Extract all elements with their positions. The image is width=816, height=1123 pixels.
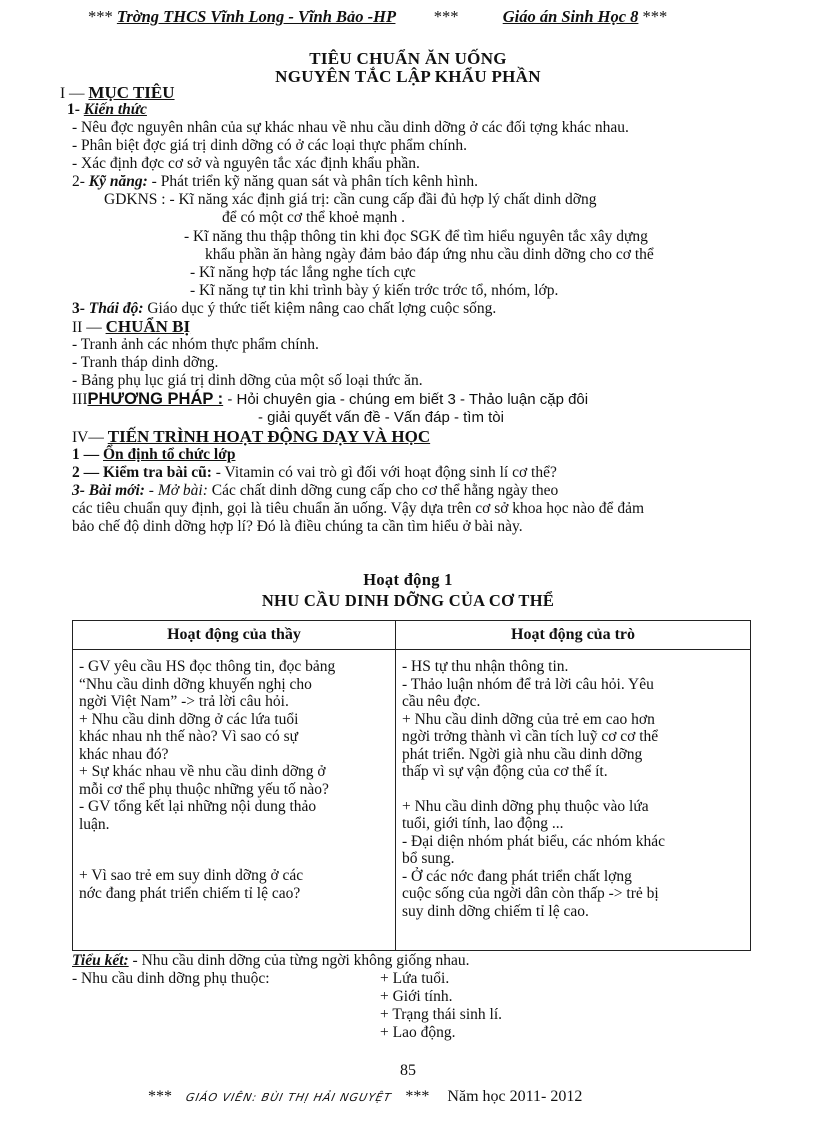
section-heading: MỤC TIÊU <box>88 83 175 102</box>
chuan-bi-item: - Tranh tháp dinh dỡng. <box>72 354 219 371</box>
gdkns-text: - Kĩ năng xác định giá trị: cần cung cấp đầi đủ hợp lý chất dinh dỡng <box>165 191 597 208</box>
teacher-line: mỗi cơ thể phụ thuộc những yếu tố nào? <box>79 780 329 798</box>
table-header-row <box>73 621 751 650</box>
subsection-thai-do <box>72 300 496 318</box>
mo-bai-text: các tiêu chuẩn quy định, gọi là tiêu chuẩn ăn uống. Vậy dựa trên cơ sở khoa học nào để đảm <box>72 500 645 517</box>
student-line: cuộc sống của ngời dân còn thấp -> trẻ bị <box>402 885 659 902</box>
student-line: + Nhu cầu dinh dỡng phụ thuộc vào lứa <box>402 797 649 815</box>
step-number: 2 — <box>72 464 100 481</box>
mo-bai-text: bảo chế độ dinh dỡng hợp lí? Đó là điều chúng ta cần tìm hiểu ở bài này. <box>72 518 523 535</box>
step-label: Bài mới: <box>88 482 145 499</box>
phuong-phap-text: - giải quyết vấn đề - Vấn đáp - tìm tòi <box>258 409 504 426</box>
student-line: - Ở các nớc đang phát triển chất lợng <box>402 867 632 885</box>
subsection-ky-nang <box>72 173 478 191</box>
col-header-student: Hoạt động của trò <box>396 621 751 650</box>
teacher-line: khác nhau đó? <box>79 745 169 763</box>
student-line: ngời trởng thành vì cần tích luỹ cơ cơ thể <box>402 728 659 745</box>
teacher-line: “Nhu cầu dinh dỡng khuyến nghị cho <box>79 675 312 693</box>
teacher-line: luận. <box>79 815 110 833</box>
student-line: tuổi, giới tính, lao động ... <box>402 815 564 832</box>
teacher-signature: GIÁO VIÊN: BÙI THỊ HẢI NGUYỆT <box>184 1091 393 1104</box>
teacher-line: + Nhu cầu dinh dỡng ở các lứa tuổi <box>79 710 299 728</box>
subsection-number: 1- <box>67 101 80 118</box>
table-row <box>73 650 751 951</box>
section-roman: IV— <box>72 429 104 446</box>
gdkns-line: khẩu phần ăn hàng ngày đảm bảo đáp ứng nhu cầu dinh dỡng cho cơ thể <box>205 246 654 263</box>
subsection-label: Kiến thức <box>83 101 147 118</box>
subsection-kien-thuc <box>67 101 147 119</box>
footer-stars-mid: *** <box>405 1088 430 1105</box>
tieu-ket-item: + Trạng thái sinh lí. <box>380 1006 502 1023</box>
header-stars-left: *** <box>88 7 113 26</box>
teacher-activity-cell <box>73 650 396 951</box>
page-footer <box>148 1088 582 1107</box>
section-heading: PHƯƠNG PHÁP : <box>87 390 224 408</box>
section-heading: CHUẨN BỊ <box>105 317 191 336</box>
tieu-ket-label: Tiểu kết: <box>72 952 129 969</box>
teacher-line: - GV yêu cầu HS đọc thông tin, đọc bảng <box>79 658 336 675</box>
gdkns-line: - Kĩ năng tự tin khi trình bày ý kiến trớc trớc tổ, nhóm, lớp. <box>190 282 559 299</box>
step-dash: - <box>144 482 158 499</box>
header-subject: Giáo án Sinh Học 8 <box>502 7 639 26</box>
gdkns-line <box>104 191 596 209</box>
footer-stars-left: *** <box>148 1088 172 1105</box>
bai-moi <box>72 482 558 500</box>
teacher-line: nớc đang phát triển chiếm tỉ lệ cao? <box>79 884 301 902</box>
gdkns-line: - Kĩ năng thu thập thông tin khi đọc SGK để tìm hiểu nguyên tắc xây dựng <box>184 228 648 245</box>
step-label: Ổn định tổ chức lớp <box>103 446 236 463</box>
section-chuan-bi <box>72 318 190 337</box>
student-line: cầu nêu đợc. <box>402 693 481 710</box>
subsection-label: Thái độ: <box>88 300 144 317</box>
student-line: bổ sung. <box>402 850 455 867</box>
student-line: - Đại diện nhóm phát biểu, các nhóm khác <box>402 832 665 850</box>
section-heading: TIẾN TRÌNH HOẠT ĐỘNG DẠY VÀ HỌC <box>107 427 431 446</box>
ky-nang-text: - Phát triển kỹ năng quan sát và phân tích kênh hình. <box>147 173 478 190</box>
gdkns-line: - Kĩ năng hợp tác lắng nghe tích cực <box>190 264 416 281</box>
on-dinh <box>72 446 235 464</box>
header-stars-mid: *** <box>433 7 459 26</box>
teacher-line: khác nhau nh thế nào? Vì sao có sự <box>79 728 299 745</box>
step-text: - Vitamin có vai trò gì đối với hoạt động sinh lí cơ thể? <box>211 464 557 481</box>
teacher-line: - GV tổng kết lại những nội dung thảo <box>79 798 317 815</box>
student-line: phát triển. Ngời già nhu cầu dinh dỡng <box>402 745 643 763</box>
step-number: 1 — <box>72 446 100 463</box>
header-school: Trờng THCS Vĩnh Long - Vĩnh Bảo -HP <box>116 7 396 26</box>
page-header <box>88 8 748 26</box>
tieu-ket-phu-thuoc: - Nhu cầu dinh dỡng phụ thuộc: <box>72 970 270 987</box>
page-number: 85 <box>400 1062 416 1079</box>
student-line: - HS tự thu nhận thông tin. <box>402 658 569 675</box>
lesson-title-line2: NGUYÊN TẮC LẬP KHẨU PHẦN <box>275 67 541 86</box>
activity-table <box>72 620 751 951</box>
kt-item: - Xác định đợc cơ sở và nguyên tắc xác định khẩu phần. <box>72 155 420 172</box>
mo-bai-text: Các chất dinh dỡng cung cấp cho cơ thể hằng ngày theo <box>207 482 559 499</box>
student-line: - Thảo luận nhóm để trả lời câu hỏi. Yêu <box>402 675 654 693</box>
school-year: Năm học 2011- 2012 <box>447 1088 583 1105</box>
activity-label: Hoạt động 1 <box>363 570 453 589</box>
gdkns-label: GDKNS : <box>104 191 166 208</box>
teacher-line: + Vì sao trẻ em suy dinh dỡng ở các <box>79 867 304 884</box>
header-stars-right: *** <box>642 7 668 26</box>
chuan-bi-item: - Bảng phụ lục giá trị dinh dỡng của một số loại thức ăn. <box>72 372 423 389</box>
tieu-ket-item: + Giới tính. <box>380 988 453 1005</box>
tieu-ket-item: + Lao động. <box>380 1024 456 1041</box>
tieu-ket-text: - Nhu cầu dinh dỡng của từng ngời không giống nhau. <box>128 952 470 969</box>
step-number: 3- <box>72 482 85 499</box>
gdkns-line: để có một cơ thể khoẻ mạnh . <box>222 209 405 226</box>
section-roman: II — <box>72 319 102 336</box>
subsection-number: 2- <box>72 173 85 190</box>
mo-bai-label: Mở bài: <box>157 482 208 499</box>
step-label: Kiểm tra bài cũ: <box>103 464 212 481</box>
student-line: thấp vì sự vận động của cơ thể ít. <box>402 763 608 780</box>
section-roman: III <box>72 391 88 408</box>
student-line: suy dinh dỡng chiếm tỉ lệ cao. <box>402 902 589 920</box>
section-roman: I — <box>60 85 85 102</box>
kiem-tra <box>72 464 557 482</box>
kt-item: - Phân biệt đợc giá trị dinh dỡng có ở các loại thực phẩm chính. <box>72 137 467 154</box>
activity-title: NHU CẦU DINH DỠNG CỦA CƠ THỂ <box>261 591 555 610</box>
section-phuong-phap <box>72 391 588 409</box>
section-muc-tieu <box>60 84 175 103</box>
chuan-bi-item: - Tranh ảnh các nhóm thực phẩm chính. <box>72 336 319 353</box>
teacher-line: ngời Việt Nam” -> trả lời câu hỏi. <box>79 693 289 710</box>
col-header-teacher: Hoạt động của thầy <box>73 621 396 650</box>
section-tien-trinh <box>72 428 430 447</box>
teacher-line: + Sự khác nhau về nhu cầu dinh dỡng ở <box>79 763 326 780</box>
student-activity-cell <box>396 650 751 951</box>
kt-item: - Nêu đợc nguyên nhân của sự khác nhau về nhu cầu dinh dỡng ở các đối tợng khác nhau. <box>72 119 629 136</box>
subsection-number: 3- <box>72 300 85 317</box>
thai-do-text: Giáo dục ý thức tiết kiệm nâng cao chất lợng cuộc sống. <box>143 300 497 317</box>
subsection-label: Kỹ năng: <box>88 173 148 190</box>
tieu-ket <box>72 952 469 970</box>
phuong-phap-text: - Hỏi chuyên gia - chúng em biết 3 - Thảo luận cặp đôi <box>223 391 589 408</box>
lesson-title-line1: TIÊU CHUẨN ĂN UỐNG <box>309 49 507 68</box>
tieu-ket-item: + Lứa tuổi. <box>380 970 450 987</box>
student-line: + Nhu cầu dinh dỡng của trẻ em cao hơn <box>402 710 655 728</box>
